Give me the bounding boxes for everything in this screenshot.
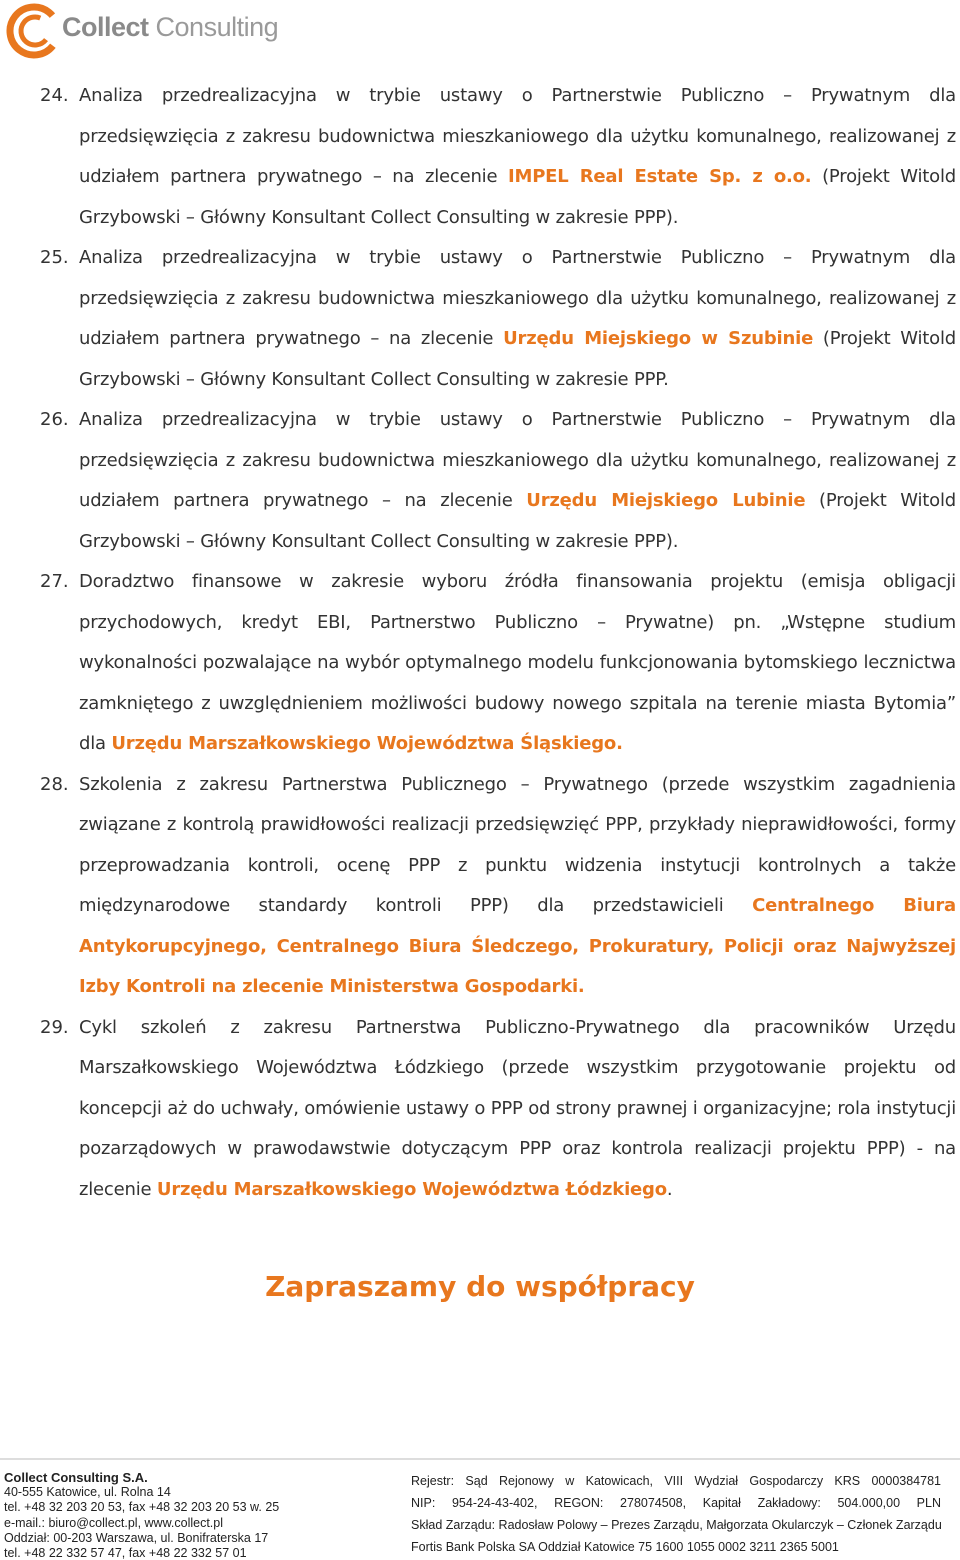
text-segment: Analiza przedrealizacyjna w trybie ustawy o Partnerstwie Publiczno – Prywatnym dla przedsięwzięcia z zakresu budownictwa mieszkaniowego dla użytku komunalnego, realizowanej z udziałem partnera prywatnego – na zlecenie [79, 409, 956, 511]
list-item [40, 400, 956, 562]
list-item-number: 24. [40, 85, 69, 106]
footer-registry [411, 1470, 941, 1558]
footer-company-name: Collect Consulting S.A. [4, 1470, 148, 1485]
text-segment: Doradztwo finansowe w zakresie wyboru źródła finansowania projektu (emisja obligacji przychodowych, kredyt EBI, Partnerstwo Publiczno – Prywatne) pn. „Wstępne studium wykonalności pozwalające na wybór optymalnego modelu funkcjonowania bytomskiego lecznictwa zamkniętego z uwzględnieniem możliwości budowy nowego szpitala na terenie miasta Bytomia” dla [79, 571, 956, 754]
footer-email[interactable]: e-mail.: biuro@collect.pl, www.collect.pl [4, 1515, 224, 1530]
list-item-number: 28. [40, 773, 69, 795]
text-segment: (Projekt Witold Grzybowski – Główny Konsultant Collect Consulting w zakresie PPP). [79, 490, 956, 552]
page-footer [0, 1458, 960, 1560]
list-item [40, 76, 956, 238]
footer-divider [0, 1458, 960, 1460]
client-name: IMPEL Real Estate Sp. z o.o. [507, 166, 812, 187]
collect-logo-icon [6, 2, 64, 60]
text-segment: (Projekt Witold Grzybowski – Główny Konsultant Collect Consulting w zakresie PPP). [79, 166, 956, 228]
client-name: Urzędu Miejskiego w Szubinie [503, 328, 814, 349]
list-item-number: 29. [40, 1016, 69, 1038]
reference-list [40, 76, 956, 1210]
footer-bank: Fortis Bank Polska SA Oddział Katowice 75 1600 1055 0002 3211 2365 5001 [411, 1540, 839, 1554]
list-item [40, 765, 956, 1008]
client-name: Urzędu Miejskiego Lubinie [526, 490, 806, 511]
list-item [40, 1008, 956, 1211]
text-segment: Analiza przedrealizacyjna w trybie ustawy o Partnerstwie Publiczno – Prywatnym dla przedsięwzięcia z zakresu budownictwa mieszkaniowego dla użytku komunalnego, realizowanej z udziałem partnera prywatnego – na zlecenie [79, 247, 956, 349]
text-segment: . [666, 1178, 673, 1200]
footer-contact [4, 1470, 394, 1560]
list-item [40, 238, 956, 400]
text-segment: Analiza przedrealizacyjna w trybie ustawy o Partnerstwie Publiczno – Prywatnym dla przedsięwzięcia z zakresu budownictwa mieszkaniowego dla użytku komunalnego, realizowanej z udziałem partnera prywatnego – na zlecenie [79, 85, 956, 187]
footer-board: Skład Zarządu: Radosław Polowy – Prezes Zarządu, Małgorzata Okularczyk – Członek Zarządu [411, 1518, 942, 1532]
client-name: Urzędu Marszałkowskiego Województwa Łódzkiego [156, 1178, 667, 1200]
company-header [6, 2, 406, 60]
text-segment: (Projekt Witold Grzybowski – Główny Konsultant Collect Consulting w zakresie PPP. [79, 328, 956, 390]
list-item-number: 27. [40, 571, 69, 592]
text-segment: Cykl szkoleń z zakresu Partnerstwa Publiczno-Prywatnego dla pracowników Urzędu Marszałkowskiego Województwa Łódzkiego (przede wszystkim przygotowanie projektu od koncepcji aż do uchwały, omówienie ustawy o PPP od strony prawnej i organizacyjne; rola instytucji pozarządowych w prawodawstwie dotyczącym PPP oraz kontrola realizacji projektu PPP) - na zlecenie [79, 1016, 956, 1200]
invitation-heading: Zapraszamy do współpracy [265, 1270, 695, 1303]
list-item-text [79, 76, 956, 238]
client-name: Centralnego Biura Antykorupcyjnego, Centralnego Biura Śledczego, Prokuratury, Policji oraz Najwyższej Izby Kontroli na zlecenie Ministerstwa Gospodarki. [79, 895, 957, 997]
footer-branch-phone: tel. +48 22 332 57 47, fax +48 22 332 57 01 [4, 1546, 247, 1560]
footer-address: 40-555 Katowice, ul. Rolna 14 [4, 1485, 171, 1500]
footer-branch: Oddział: 00-203 Warszawa, ul. Bonifraterska 17 [4, 1530, 269, 1545]
list-item-text [79, 562, 956, 765]
footer-ids: NIP: 954-24-43-402, REGON: 278074508, Kapitał Zakładowy: 504.000,00 PLN [411, 1496, 941, 1510]
list-item [40, 562, 956, 765]
list-item-number: 25. [40, 247, 69, 268]
list-item-text [79, 765, 956, 1008]
footer-register: Rejestr: Sąd Rejonowy w Katowicach, VIII Wydział Gospodarczy KRS 0000384781 [411, 1474, 941, 1488]
logo-word-collect: Collect [62, 12, 149, 42]
list-item-text [79, 400, 956, 562]
list-item-number: 26. [40, 409, 69, 430]
text-segment: Szkolenia z zakresu Partnerstwa Publicznego – Prywatnego (przede wszystkim zagadnienia związane z kontrolą prawidłowości realizacji przedsięwzięć PPP, przykłady nieprawidłowości, formy przeprowadzania kontroli, ocenę PPP z punktu widzenia instytucji kontrolnych a także międzynarodowe standardy kontroli PPP) dla przedstawicieli [79, 773, 956, 916]
list-item-text [79, 1008, 956, 1211]
list-item-text [79, 238, 956, 400]
logo-wordmark [62, 12, 278, 43]
footer-phone: tel. +48 32 203 20 53, fax +48 32 203 20 53 w. 25 [4, 1500, 280, 1515]
logo-word-consulting: Consulting [155, 12, 279, 42]
client-name: Urzędu Marszałkowskiego Województwa Śląskiego. [111, 733, 623, 754]
